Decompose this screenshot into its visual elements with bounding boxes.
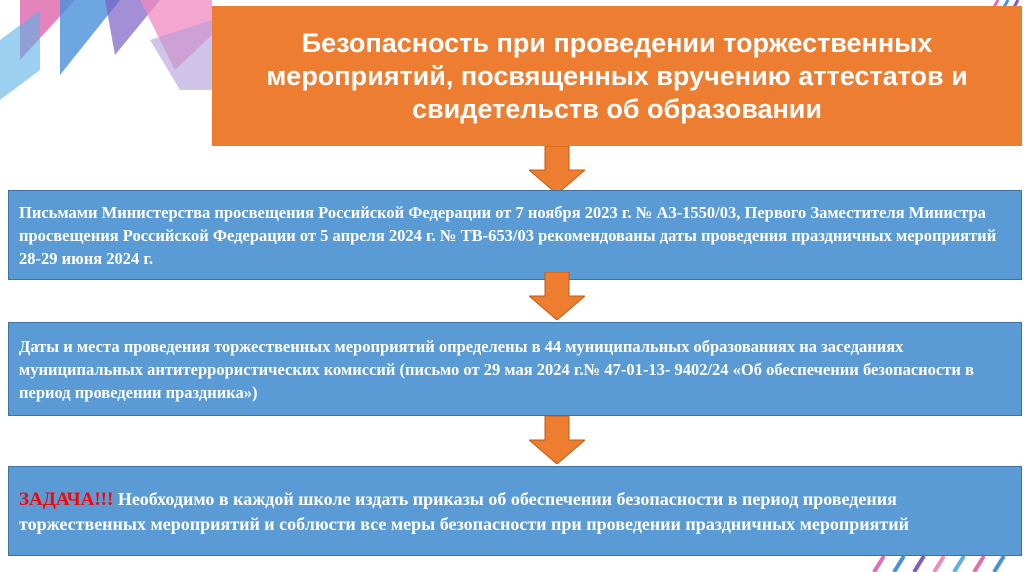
flow-arrow-down-icon (529, 146, 585, 194)
task-description: Необходимо в каждой школе издать приказы об обеспечении безопасности в период проведения торжественных мероприятий и соблюсти все меры безопасности при проведении праздничных мероприятий (19, 488, 909, 534)
decorative-stripes-top-left (0, 0, 215, 100)
flow-step-2-text: Даты и места проведения торжественных мероприятий определены в 44 муниципальных образованиях на заседаниях муниципальных антитеррористических комиссий (письмо от 29 мая 2024 г.№ 47-01-13- 9402/24 «Об обеспечении безопасности в период проведении праздника») (19, 336, 974, 402)
decorative-stripes-bottom-right (864, 556, 1024, 572)
page-title: Безопасность при проведении торжественных мероприятий, посвященных вручению аттестатов и свидетельств об образовании (266, 27, 968, 124)
flow-arrow-down-icon (529, 416, 585, 464)
flow-task (8, 466, 1022, 556)
flow-step-2 (8, 322, 1022, 416)
flow-step-1 (8, 190, 1022, 280)
flow-task-text (19, 487, 1011, 536)
task-label: ЗАДАЧА!!! (19, 488, 114, 510)
flow-arrow-down-icon (529, 272, 585, 320)
title-banner (212, 6, 1022, 146)
flow-step-1-text: Письмами Министерства просвещения Российской Федерации от 7 ноября 2023 г. № АЗ-1550/03, Первого Заместителя Министра просвещения Российской Федерации от 5 апреля 2024 г. № ТВ-653/03 рекомендованы даты проведения праздничных мероприятий 28-29 июня 2024 г. (19, 202, 997, 268)
